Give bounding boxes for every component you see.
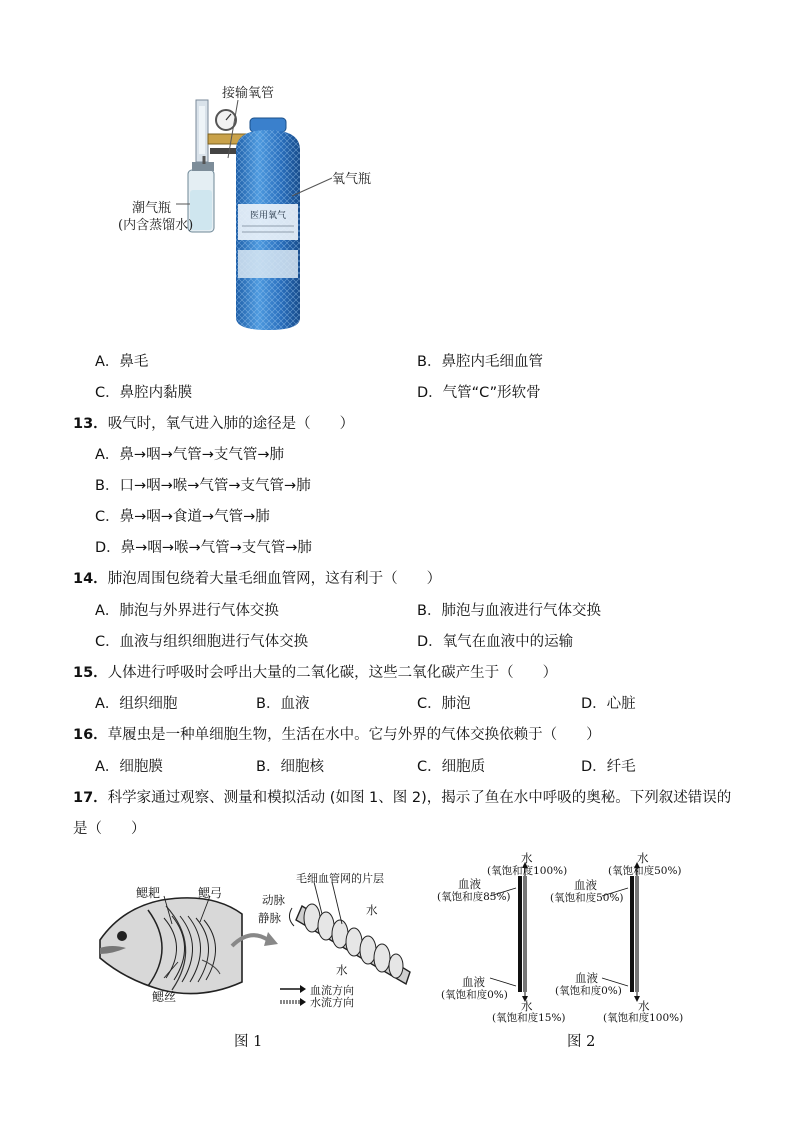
- q17-number: 17．: [73, 790, 108, 806]
- fig2-left-blood-bottom-sat: (氧饱和度0%): [441, 989, 508, 1001]
- fig1-label-capillary: 毛细血管网的片层: [296, 872, 384, 885]
- fig1-label-water-bottom: 水: [336, 963, 348, 977]
- label-oxygen-bottle: 氧气瓶: [332, 172, 372, 187]
- fig2-left-water-bottom-sat: (氧饱和度15%): [492, 1012, 566, 1024]
- q14-text: 肺泡周围包绕着大量毛细血管网，这有利于（ ）: [107, 571, 442, 587]
- fig2-left-blood-top-sat: (氧饱和度85%): [437, 891, 511, 903]
- q16-text: 草履虫是一种单细胞生物，生活在水中。它与外界的气体交换依赖于（ ）: [107, 727, 601, 743]
- fig2-left-blood-top: 血液: [458, 877, 481, 891]
- fig2-right-blood-top-sat: (氧饱和度50%): [550, 892, 624, 904]
- q14-option-a: A．肺泡与外界进行气体交换: [95, 603, 279, 619]
- bottle-label-text: 医用氧气: [249, 211, 287, 221]
- q14-option-b: B．肺泡与血液进行气体交换: [417, 603, 601, 619]
- q13-option-d: D．鼻→咽→喉→气管→支气管→肺: [95, 540, 312, 556]
- q15-option-a: A．组织细胞: [95, 696, 178, 712]
- fig2-right-blood-bottom: 血液: [575, 971, 598, 985]
- q12-option-a: A．鼻毛: [95, 354, 149, 370]
- q13-option-c: C．鼻→咽→食道→气管→肺: [95, 509, 270, 525]
- fig1-label-vein: 静脉: [258, 911, 281, 925]
- q15-number: 15．: [73, 665, 108, 681]
- fig1-legend-water: 水流方向: [310, 996, 354, 1009]
- q15-option-b: B．血液: [256, 696, 310, 712]
- q14-number: 14．: [73, 571, 108, 587]
- q15-text: 人体进行呼吸时会呼出大量的二氧化碳，这些二氧化碳产生于（ ）: [107, 665, 558, 681]
- label-humidifier: 潮气瓶: [132, 201, 172, 216]
- q16-number: 16．: [73, 727, 108, 743]
- fig1-label-gill-rake: 鳃耙: [136, 886, 161, 900]
- fig2-right-water-top-sat: (氧饱和度50%): [608, 865, 682, 877]
- q16-option-b: B．细胞核: [256, 759, 324, 775]
- q15-stem: [73, 663, 557, 683]
- q16-stem: [73, 725, 601, 745]
- q17-text-line2: 是（ ）: [73, 821, 146, 837]
- label-humidifier-note: (内含蒸馏水): [118, 218, 194, 233]
- fig1-label-gill-arch: 鳃弓: [198, 886, 223, 900]
- fig1-label-gill-filament: 鳃丝: [152, 990, 177, 1004]
- q12-option-c: C．鼻腔内黏膜: [95, 385, 193, 401]
- q16-option-d: D．纤毛: [581, 759, 636, 775]
- q12-option-d: D．气管“C”形软骨: [417, 385, 541, 401]
- q13-number: 13．: [73, 416, 108, 432]
- fig2-right-water-bottom: 水: [638, 999, 650, 1013]
- q13-option-b: B．口→咽→喉→气管→支气管→肺: [95, 478, 311, 494]
- q14-stem: [73, 569, 441, 589]
- q13-stem: [73, 414, 354, 434]
- q13-text: 吸气时，氧气进入肺的途径是（ ）: [107, 416, 355, 432]
- fig2-left-water-top: 水: [521, 851, 533, 865]
- fig1-label-artery: 动脉: [262, 893, 285, 907]
- fig2-caption: 图 2: [567, 1034, 596, 1050]
- fig2-right-water-bottom-sat: (氧饱和度100%): [603, 1012, 684, 1024]
- q17-text-line1: 科学家通过观察、测量和模拟活动 (如图 1、图 2)，揭示了鱼在水中呼吸的奥秘。下列叙述错误的: [107, 790, 732, 806]
- label-oxygen-tube: 接输氧管: [222, 86, 275, 101]
- fig2-right-blood-bottom-sat: (氧饱和度0%): [555, 985, 622, 997]
- fig1-caption: 图 1: [234, 1034, 263, 1050]
- q14-option-d: D．氧气在血液中的运输: [417, 634, 574, 650]
- fig2-right-water-top: 水: [637, 851, 649, 865]
- fig2-left-blood-bottom: 血液: [462, 975, 485, 989]
- fig2-left-water-bottom: 水: [521, 999, 533, 1013]
- q15-option-c: C．肺泡: [417, 696, 471, 712]
- fig2-left-water-top-sat: (氧饱和度100%): [487, 865, 568, 877]
- q13-option-a: A．鼻→咽→气管→支气管→肺: [95, 447, 285, 463]
- q17-stem: [73, 788, 731, 808]
- q16-option-c: C．细胞质: [417, 759, 486, 775]
- fig2-right-blood-top: 血液: [574, 878, 597, 892]
- fig1-label-water-top: 水: [366, 903, 378, 917]
- fig1-legend-blood: 血流方向: [310, 984, 354, 997]
- q16-option-a: A．细胞膜: [95, 759, 163, 775]
- q15-option-d: D．心脏: [581, 696, 636, 712]
- q14-option-c: C．血液与组织细胞进行气体交换: [95, 634, 309, 650]
- q12-option-b: B．鼻腔内毛细血管: [417, 354, 543, 370]
